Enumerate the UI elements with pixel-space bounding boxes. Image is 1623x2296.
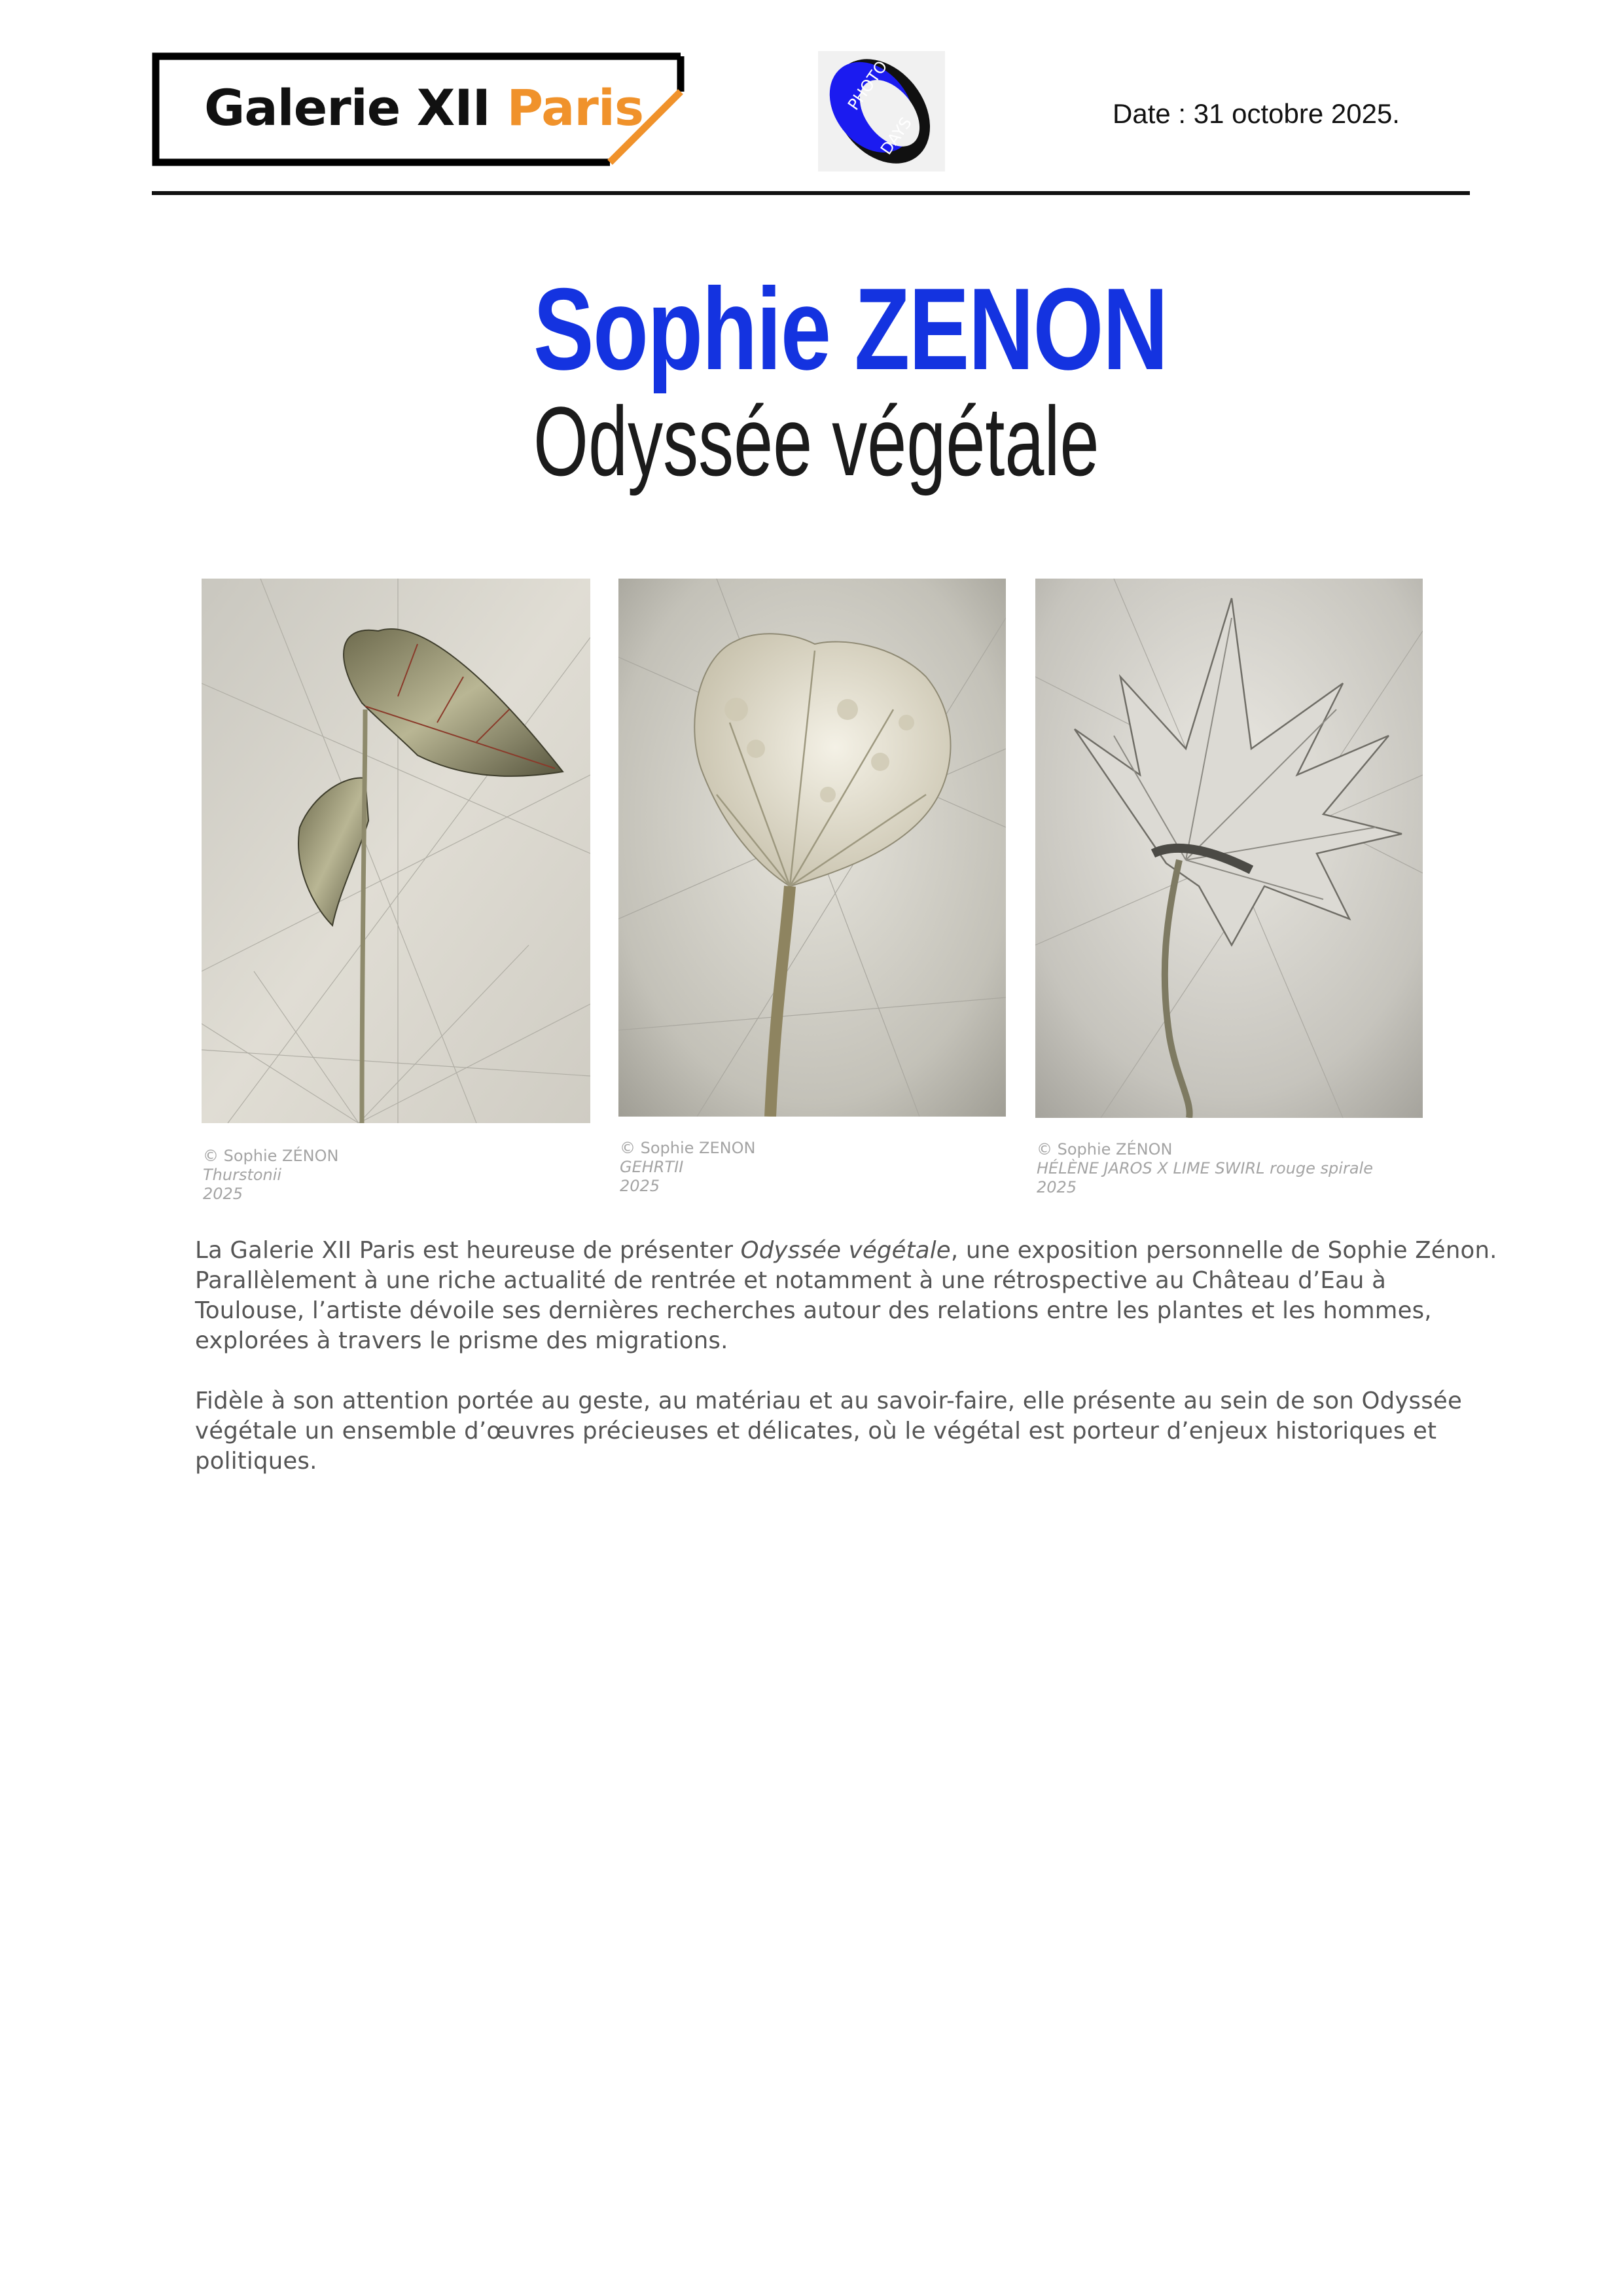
artwork-caption-1 xyxy=(203,1147,338,1204)
artwork-title: HÉLÈNE JAROS X LIME SWIRL rouge spirale xyxy=(1037,1159,1373,1177)
header-divider xyxy=(152,191,1470,195)
gallery-logo-city: Paris xyxy=(507,79,644,137)
intro-text-end: , une exposition personnelle de Sophie Zénon. Parallèlement à une riche actualité de rentrée et notamment à une rétrospective au Château d’Eau à Toulouse, l’artiste dévoile ses dernières recherches autour des relations entre les plantes et les hommes, explorées à travers le prisme des migrations. xyxy=(195,1237,1497,1354)
artwork-year: 2025 xyxy=(620,1177,660,1195)
artwork-image-1[interactable] xyxy=(202,579,590,1123)
artwork-credit: © Sophie ZÉNON xyxy=(203,1147,339,1165)
artwork-title: Thurstonii xyxy=(203,1166,282,1184)
artwork-credit: © Sophie ZÉNON xyxy=(1037,1140,1173,1158)
artwork-year: 2025 xyxy=(203,1185,243,1203)
artwork-caption-3 xyxy=(1037,1140,1373,1197)
artwork-year: 2025 xyxy=(1037,1178,1077,1196)
badge-line1: PHOTO xyxy=(844,57,891,114)
artwork-credit: © Sophie ZENON xyxy=(620,1139,756,1157)
artwork-image-3[interactable] xyxy=(1035,579,1423,1118)
artwork-caption-2 xyxy=(620,1139,755,1196)
gallery-logo[interactable] xyxy=(204,79,643,137)
gallery-logo-name: Galerie XII xyxy=(204,79,490,137)
exhibition-title-inline: Odyssée végétale xyxy=(740,1237,951,1264)
artist-name: Sophie ZENON xyxy=(533,264,1168,394)
artwork-image-2[interactable] xyxy=(618,579,1006,1117)
photo-days-badge xyxy=(818,51,945,171)
intro-text-start: La Galerie XII Paris est heureuse de présenter xyxy=(195,1237,741,1264)
artwork-title: GEHRTII xyxy=(620,1158,684,1176)
badge-line2: DAYS xyxy=(876,114,916,158)
intro-paragraph xyxy=(195,1236,1497,1356)
document-date: Date : 31 octobre 2025. xyxy=(1113,98,1400,129)
exhibition-title: Odyssée végétale xyxy=(533,386,1099,496)
second-paragraph: Fidèle à son attention portée au geste, au matériau et au savoir-faire, elle présente au sein de son Odyssée végétale un ensemble d’œuvres précieuses et délicates, où le végétal est porteur d’enjeux historiques et politiques. xyxy=(195,1388,1463,1475)
